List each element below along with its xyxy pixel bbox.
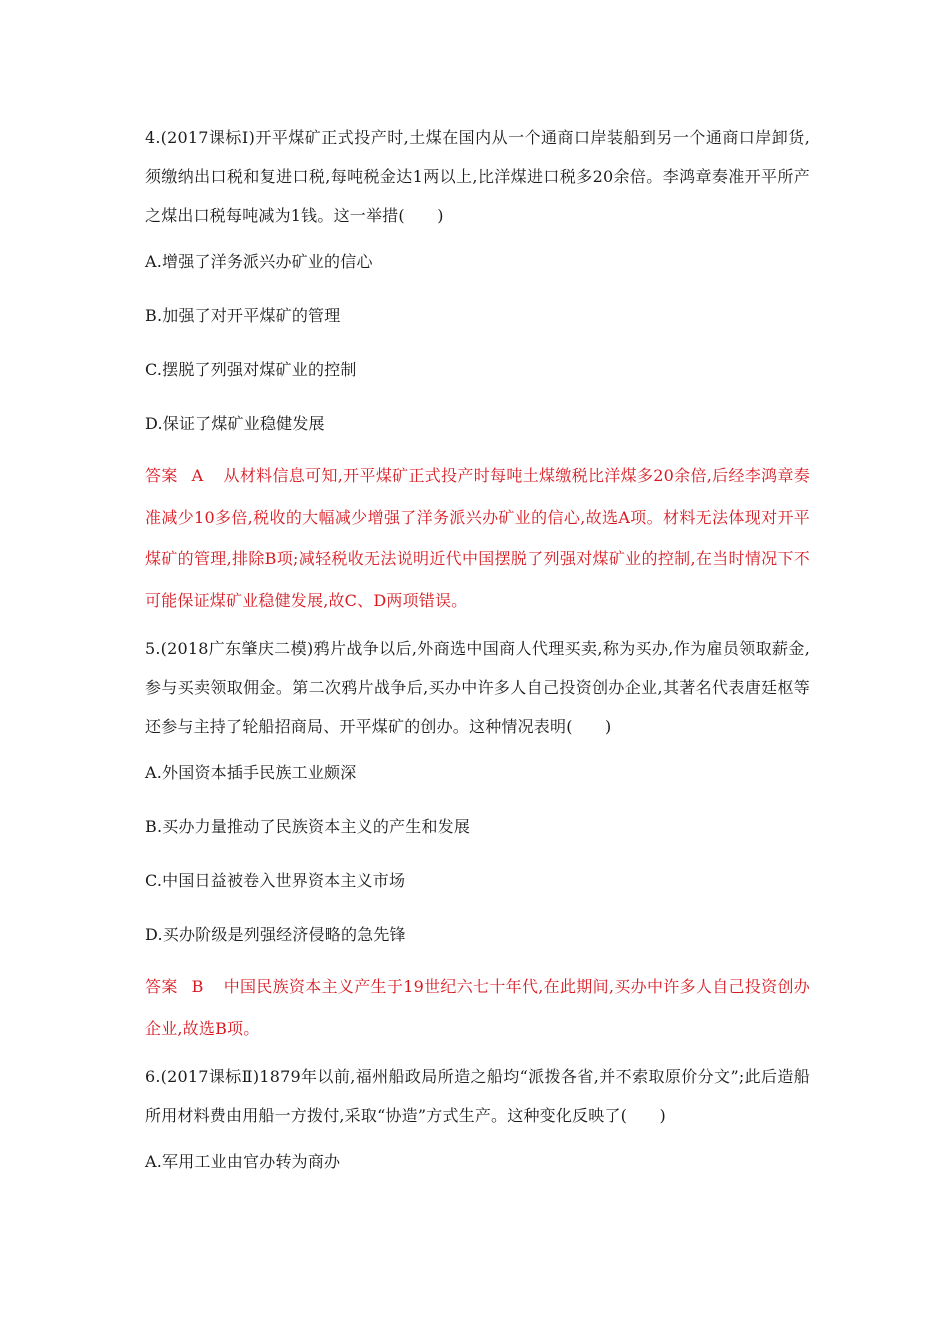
option-b: B.买办力量推动了民族资本主义的产生和发展 — [145, 817, 471, 836]
answer-label: 答案 — [145, 977, 178, 996]
question-stem: 6.(2017课标Ⅱ)1879年以前,福州船政局所造之船均“派拨各省,并不索取原价分文”;此后造船所用材料费由用船一方拨付,采取“协造”方式生产。这种变化反映了( ) — [145, 1067, 810, 1125]
answer-explanation: 中国民族资本主义产生于19世纪六七十年代,在此期间,买办中许多人自己投资创办企业,故选B项。 — [145, 977, 810, 1038]
option-a: A.外国资本插手民族工业颇深 — [145, 763, 357, 782]
option-d: D.买办阶级是列强经济侵略的急先锋 — [145, 925, 406, 944]
answer-block — [145, 455, 810, 621]
option-b: B.加强了对开平煤矿的管理 — [145, 306, 341, 325]
option-c: C.中国日益被卷入世界资本主义市场 — [145, 871, 406, 890]
answer-key: B — [191, 977, 204, 996]
question-6 — [145, 1057, 810, 1175]
question-stem: 4.(2017课标Ⅰ)开平煤矿正式投产时,土煤在国内从一个通商口岸装船到另一个通商口岸卸货,须缴纳出口税和复进口税,每吨税金达1两以上,比洋煤进口税多20余倍。李鸿章奏准开平所产之煤出口税每吨减为1钱。这一举措( ) — [145, 128, 810, 225]
question-4 — [145, 118, 810, 621]
answer-block — [145, 966, 810, 1049]
document-page — [145, 118, 810, 1203]
answer-explanation: 从材料信息可知,开平煤矿正式投产时每吨土煤缴税比洋煤多20余倍,后经李鸿章奏准减少10多倍,税收的大幅减少增强了洋务派兴办矿业的信心,故选A项。材料无法体现对开平煤矿的管理,排除B项;减轻税收无法说明近代中国摆脱了列强对煤矿业的控制,在当时情况下不可能保证煤矿业稳健发展,故C、D两项错误。 — [145, 466, 810, 610]
answer-label: 答案 — [145, 466, 178, 485]
option-d: D.保证了煤矿业稳健发展 — [145, 414, 325, 433]
question-stem: 5.(2018广东肇庆二模)鸦片战争以后,外商选中国商人代理买卖,称为买办,作为雇员领取薪金,参与买卖领取佣金。第二次鸦片战争后,买办中许多人自己投资创办企业,其著名代表唐廷枢等还参与主持了轮船招商局、开平煤矿的创办。这种情况表明( ) — [145, 639, 810, 736]
option-a: A.军用工业由官办转为商办 — [145, 1152, 341, 1171]
answer-key: A — [191, 466, 204, 485]
question-5 — [145, 629, 810, 1049]
option-c: C.摆脱了列强对煤矿业的控制 — [145, 360, 357, 379]
option-a: A.增强了洋务派兴办矿业的信心 — [145, 252, 373, 271]
